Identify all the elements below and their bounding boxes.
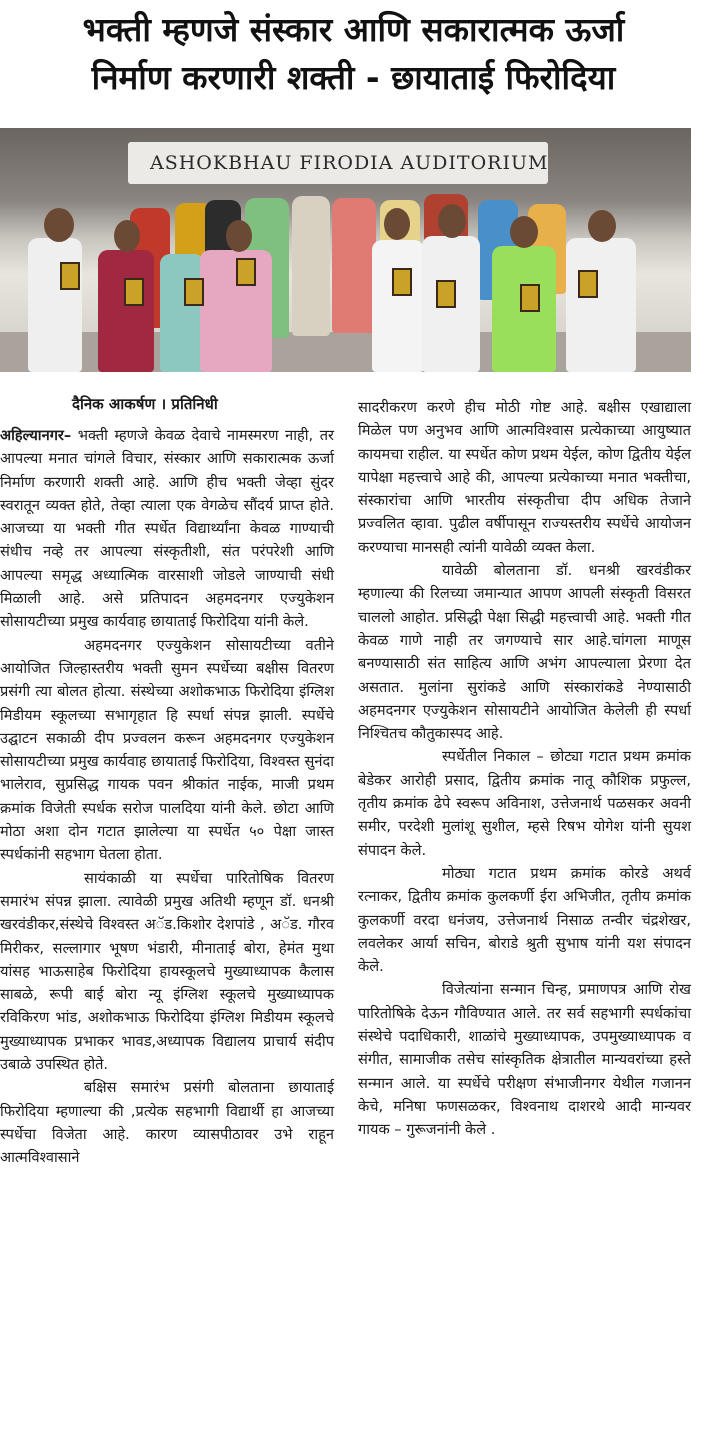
article-paragraph: सादरीकरण करणे हीच मोठी गोष्ट आहे. बक्षीस एखाद्याला मिळेल पण अनुभव आणि आत्मविश्वास प्रत्येकाच्या आयुष्यात कायमचा राहील. या स्पर्धेत कोण प्रथम येईल, कोण द्वितीय येईल यापेक्षा महत्त्वाचे आहे की, आपल्या प्रत्येकाच्या मनात भक्तीचा, संस्कारांचा आणि भारतीय संस्कृतीचा दीप अधिक तेजाने प्रज्वलित व्हावा. पुढील वर्षीपासून राज्यस्तरीय स्पर्धेचे आयोजन करण्याचा मानसही त्यांनी यावेळी व्यक्त केला.: [358, 399, 691, 556]
trophy-icon: [184, 278, 204, 306]
person-head: [114, 220, 140, 252]
byline: दैनिक आकर्षण । प्रतिनिधी: [72, 395, 218, 413]
event-photo: [0, 128, 691, 372]
article-paragraph: अहमदनगर एज्युकेशन सोसायटीच्या वतीने आयोजित जिल्हास्तरीय भक्ती सुमन स्पर्धेच्या बक्षीस वितरण प्रसंगी त्या बोलत होत्या. संस्थेच्या अशोकभाऊ फिरोदिया इंग्लिश मिडीयम स्कूलच्या सभागृहात हि स्पर्धा संपन्न झाली. स्पर्धेचे उद्घाटन सकाळी दीप प्रज्वलन करून अहमदनगर एज्युकेशन सोसायटीच्या प्रमुख कार्यवाह छायाताई फिरोदिया, विश्वस्त सुनंदा भालेराव, सुप्रसिद्ध गायक पवन श्रीकांत नाईक, माजी प्रथम क्रमांक विजेती स्पर्धक सरोज पालदिया यांनी केले. छोटा आणि मोठा अशा दोन गटात झालेल्या या स्पर्धेत ५० पेक्षा जास्त स्पर्धकांनी सहभाग घेतला होता.: [0, 636, 334, 864]
person-head: [44, 208, 74, 242]
person-figure: [332, 198, 376, 333]
article-paragraph: [0, 424, 334, 634]
trophy-icon: [436, 280, 456, 308]
auditorium-banner-text: ASHOKBHAU FIRODIA AUDITORIUM: [150, 152, 549, 174]
person-head: [384, 208, 410, 240]
right-column: [358, 396, 691, 1142]
dateline-place: अहिल्यानगर–: [0, 427, 72, 444]
article-paragraph: स्पर्धेतील निकाल – छोट्या गटात प्रथम क्रमांक बेडेकर आरोही प्रसाद, द्वितीय क्रमांक नातू कौशिक प्रफुल्ल, तृतीय क्रमांक ढेपे स्वरूप अविनाश, उत्तेजनार्थ पळसकर अवनी समीर, परदेशी मुलांशू सुशील, म्हसे रिषभ योगेश यांनी सुयश संपादन केले.: [358, 748, 691, 859]
person-figure: [292, 196, 330, 336]
headline: [0, 6, 707, 102]
trophy-icon: [520, 284, 540, 312]
person-head: [438, 204, 466, 238]
trophy-icon: [60, 262, 80, 290]
person-head: [226, 220, 252, 252]
trophy-icon: [124, 278, 144, 306]
trophy-icon: [392, 268, 412, 296]
person-figure: [28, 238, 82, 372]
headline-line-2: निर्माण करणारी शक्ती - छायाताई फिरोदिया: [91, 58, 616, 97]
article-paragraph: विजेत्यांना सन्मान चिन्ह, प्रमाणपत्र आणि रोख पारितोषिके देऊन गौविण्यात आले. तर सर्व सहभागी स्पर्धकांचा संस्थेचे पदाधिकारी, शाळांचे मुख्याध्यापक, उपमुख्याध्यापक व संगीत, सामाजीक तसेच सांस्कृतिक क्षेत्रातील मान्यवरांच्या हस्ते सन्मान आले. या स्पर्धेचे परीक्षण संभाजीनगर येथील गजानन केचे, मनिषा फणसळकर, विश्वनाथ दाशरथे आदी मान्यवर गायक – गुरूजनांनी केले .: [358, 981, 691, 1139]
person-head: [510, 216, 538, 248]
paragraph-text: भक्ती म्हणजे केवळ देवाचे नामस्मरण नाही, तर आपल्या मनात चांगले विचार, संस्कार आणि सकारात्मक ऊर्जा निर्माण करणारी शक्ती आहे. आणि हीच भक्ती जेव्हा सुंदर स्वरातून व्यक्त होते, तेव्हा त्याला एक वेगळेच सौंदर्य प्राप्त होते. आजच्या या भक्ती गीत स्पर्धेत विद्यार्थ्यांना केवळ गाण्याची संधीच नव्हे तर आपल्या संस्कृतीशी, संत परंपरेशी आणि आपल्या समृद्ध अध्यात्मिक वारसाशी जोडले जाण्याची संधी मिळाली आहे. असे प्रतिपादन अहमदनगर एज्युकेशन सोसायटीच्या प्रमुख कार्यवाह छायाताई फिरोदिया यांनी केले.: [0, 427, 334, 631]
trophy-icon: [236, 258, 256, 286]
person-figure: [566, 238, 636, 372]
person-head: [588, 210, 616, 242]
article-paragraph: मोठ्या गटात प्रथम क्रमांक कोरडे अथर्व रत्नाकर, द्वितीय क्रमांक कुलकर्णी ईरा अभिजीत, तृतीय क्रमांक कुलकर्णी वरदा धनंजय, उत्तेजनार्थ निसाळ तन्वीर चंद्रशेखर, लवलेकर आर्या सचिन, बोराडे श्रुती सुभाष यांनी यश संपादन केले.: [358, 864, 691, 976]
trophy-icon: [578, 270, 598, 298]
headline-line-1: भक्ती म्हणजे संस्कार आणि सकारात्मक ऊर्जा: [82, 10, 625, 49]
person-figure: [160, 254, 204, 372]
person-figure: [372, 240, 424, 372]
left-column: [0, 424, 334, 1170]
article-paragraph: सायंकाळी या स्पर्धेचा पारितोषिक वितरण समारंभ संपन्न झाला. त्यावेळी प्रमुख अतिथी म्हणून डॉ. धनश्री खरवंडीकर,संस्थेचे विश्वस्त अॅड.किशोर देशपांडे , अॅड. गौरव मिरीकर, सल्लागार भूषण भंडारी, मीनाताई बोरा, हेमंत मुथा यांसह भाऊसाहेब फिरोदिया हायस्कूलचे मुख्याध्यापक कैलास साबळे, रूपी बाई बोरा न्यू इंग्लिश स्कूलचे मुख्याध्यापक रविकिरण भांड, अशोकभाऊ फिरोदिया इंग्लिश मिडीयम स्कूलचे मुख्याध्यापक प्रभाकर भावड,अध्यापक विद्यालय प्राचार्य संदीप उबाळे उपस्थित होते.: [0, 869, 334, 1074]
person-figure: [98, 250, 154, 372]
article-paragraph: यावेळी बोलताना डॉ. धनश्री खरवंडीकर म्हणाल्या की रिलच्या जमान्यात आपण आपली संस्कृती विसरत चाललो आहोत. प्रसिद्धी पेक्षा सिद्धी महत्त्वाची आहे. भक्ती गीत केवळ गाणे नाही तर जगण्याचे सार आहे.चांगला माणूस बनण्यासाठी संत साहित्य आणि अभंग आपल्याला प्रेरणा देत असतात. मुलांना सुरांकडे आणि संस्कारांकडे नेण्यासाठी अहमदनगर एज्युकेशन सोसायटीने आयोजित केलेली ही स्पर्धा निश्चितच कौतुकास्पद आहे.: [358, 562, 691, 743]
article-paragraph: बक्षिस समारंभ प्रसंगी बोलताना छायाताई फिरोदिया म्हणाल्या की ,प्रत्येक सहभागी विद्यार्थी हा आजच्या स्पर्धेचा विजेता आहे. कारण व्यासपीठावर उभे राहून आत्मविश्वासाने: [0, 1079, 334, 1167]
